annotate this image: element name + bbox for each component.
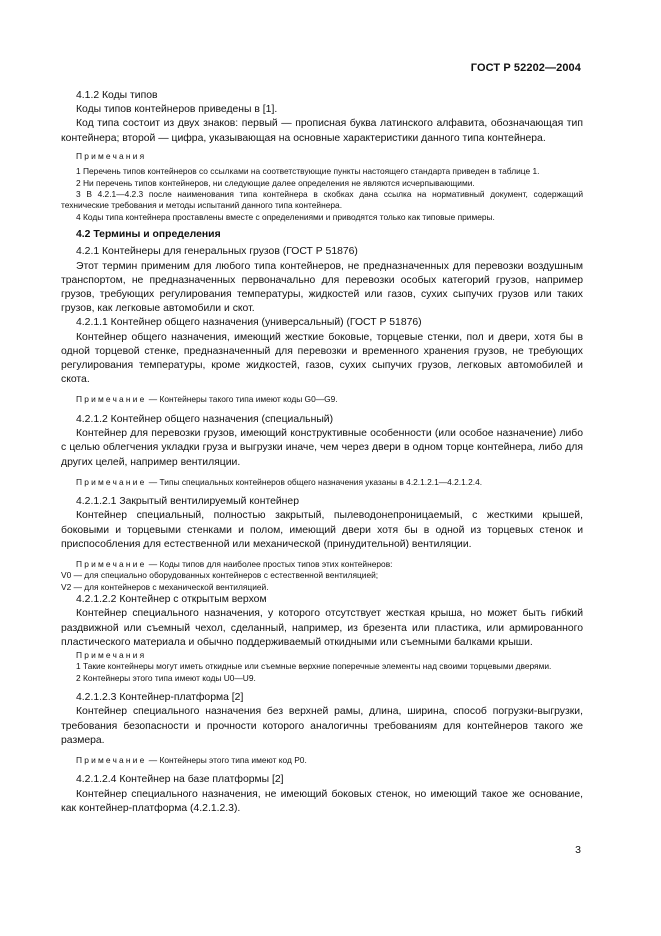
- section-4-2-1-2-3-body: Контейнер специального назначения без верхней рамы, длина, ширина, способ погрузки-выгрузки, требования безопасности и прочности которого аналогичны требованиям для контейнеров такого же размера.: [61, 706, 583, 746]
- notes-heading: Примечания: [76, 649, 147, 660]
- section-4-2-1-body: Этот термин применим для любого типа контейнеров, не предназначенных для перевозки воздушным транспортом, не предназначенных первоначально для перевозки особых категорий грузов, например грузов, требующих регулирования температуры, жидкостей или газов, сухих сыпучих грузов или таких грузов, как легковые автомобили и скот.: [61, 260, 583, 315]
- note-label: Примечание: [76, 394, 147, 405]
- section-4-1-2-title: 4.1.2 Коды типов: [76, 90, 158, 101]
- section-4-2-1-1-title: 4.2.1.1 Контейнер общего назначения (универсальный) (ГОСТ Р 51876): [76, 317, 422, 329]
- note-item: 2 Ни перечень типов контейнеров, ни следующие далее определения не являются исчерпывающими.: [76, 177, 475, 188]
- note-label: Примечание: [76, 754, 147, 765]
- section-4-2-1-2-2-title: 4.2.1.2.2 Контейнер с открытым верхом: [76, 594, 267, 606]
- note-text: — Контейнеры такого типа имеют коды G0—G9.: [146, 394, 338, 405]
- section-4-2-1-2-4-body: Контейнер специального назначения, не имеющий боковых стенок, но имеющий такое же основание, как контейнер-платформа (4.2.1.2.3).: [61, 788, 583, 814]
- section-4-1-2-para-1: Коды типов контейнеров приведены в [1].: [76, 104, 278, 116]
- note-label: Примечание: [76, 558, 147, 569]
- note-text: — Типы специальных контейнеров общего назначения указаны в 4.2.1.2.1—4.2.1.2.4.: [146, 476, 483, 487]
- section-4-2-1-2-3-title: 4.2.1.2.3 Контейнер-платформа [2]: [76, 692, 244, 704]
- note-line: [61, 559, 583, 570]
- note-item: 3 В 4.2.1—4.2.3 после наименования типа контейнера в скобках дана ссылка на нормативный документ, содержащий технические требования и методы испытаний данного типа контейнера.: [61, 189, 583, 211]
- section-4-2-1-2-1-body: Контейнер специальный, полностью закрытый, пылеводонепроницаемый, с жесткими крышей, боковыми и торцевыми стенками и полом, имеющий двери хотя бы в одной из торцевых стенок и приспособления для естественной или механической (принудительной) вентиляции.: [61, 510, 583, 550]
- section-4-1-2-para-2: Код типа состоит из двух знаков: первый — прописная буква латинского алфавита, обозначающая тип контейнера; второй — цифра, указывающая на основные характеристики данного типа контейнера.: [61, 118, 583, 144]
- section-4-2-1-title: 4.2.1 Контейнеры для генеральных грузов (ГОСТ Р 51876): [76, 246, 358, 258]
- section-4-2-1-2-2-body: Контейнер специального назначения, у которого отсутствует жесткая крыша, но может быть гибкий раздвижной или съемный чехол, сделанный, например, из брезента или пластика, или армированного пластического материала и обычно поддерживаемый откидными или съемными балками крыши.: [61, 608, 583, 648]
- note-item: 2 Контейнеры этого типа имеют коды U0—U9.: [76, 672, 256, 683]
- note-line: [61, 755, 583, 766]
- document-body: [61, 89, 583, 816]
- page-number: 3: [575, 844, 581, 856]
- note-subline: V2 — для контейнеров с механической вентиляцией.: [61, 581, 269, 592]
- section-4-2-1-2-body: Контейнер для перевозки грузов, имеющий конструктивные особенности (или особое назначение) либо с целью облегчения укладки груза и выгрузки иначе, чем через двери в одном торце контейнера, либо для других целей, например вентиляции.: [61, 428, 583, 468]
- notes-heading: Примечания: [76, 150, 147, 161]
- note-text: — Коды типов для наиболее простых типов этих контейнеров:: [146, 558, 393, 569]
- section-4-2-1-2-title: 4.2.1.2 Контейнер общего назначения (специальный): [76, 413, 334, 425]
- section-4-2-1-2-1-title: 4.2.1.2.1 Закрытый вентилируемый контейнер: [76, 496, 299, 508]
- note-item: 1 Такие контейнеры могут иметь откидные или съемные верхние поперечные элементы над своими торцевыми дверями.: [76, 661, 552, 672]
- note-label: Примечание: [76, 476, 147, 487]
- section-4-2-1-2-4-title: 4.2.1.2.4 Контейнер на базе платформы [2]: [76, 774, 284, 786]
- note-subline: V0 — для специально оборудованных контейнеров с естественной вентиляцией;: [61, 570, 379, 581]
- section-4-2-1-1-body: Контейнер общего назначения, имеющий жесткие боковые, торцевые стенки, пол и двери, хотя бы в одной торцевой стенке, предназначенный для перевозки и временного хранения грузов, не требующих регулирования температуры, кроме жидкостей, газов, сухих сыпучих грузов, легковых автомобилей и скота.: [61, 331, 583, 386]
- note-item: 4 Коды типа контейнера проставлены вместе с определениями и приводятся только как типовые примеры.: [76, 211, 495, 222]
- note-line: [61, 394, 583, 405]
- standard-header: ГОСТ Р 52202—2004: [470, 62, 581, 74]
- note-text: — Контейнеры этого типа имеют код P0.: [146, 754, 307, 765]
- section-4-2-heading: 4.2 Термины и определения: [76, 229, 221, 241]
- note-item: 1 Перечень типов контейнеров со ссылками на соответствующие пункты настоящего стандарта приведен в таблице 1.: [76, 166, 540, 177]
- note-line: [61, 477, 583, 488]
